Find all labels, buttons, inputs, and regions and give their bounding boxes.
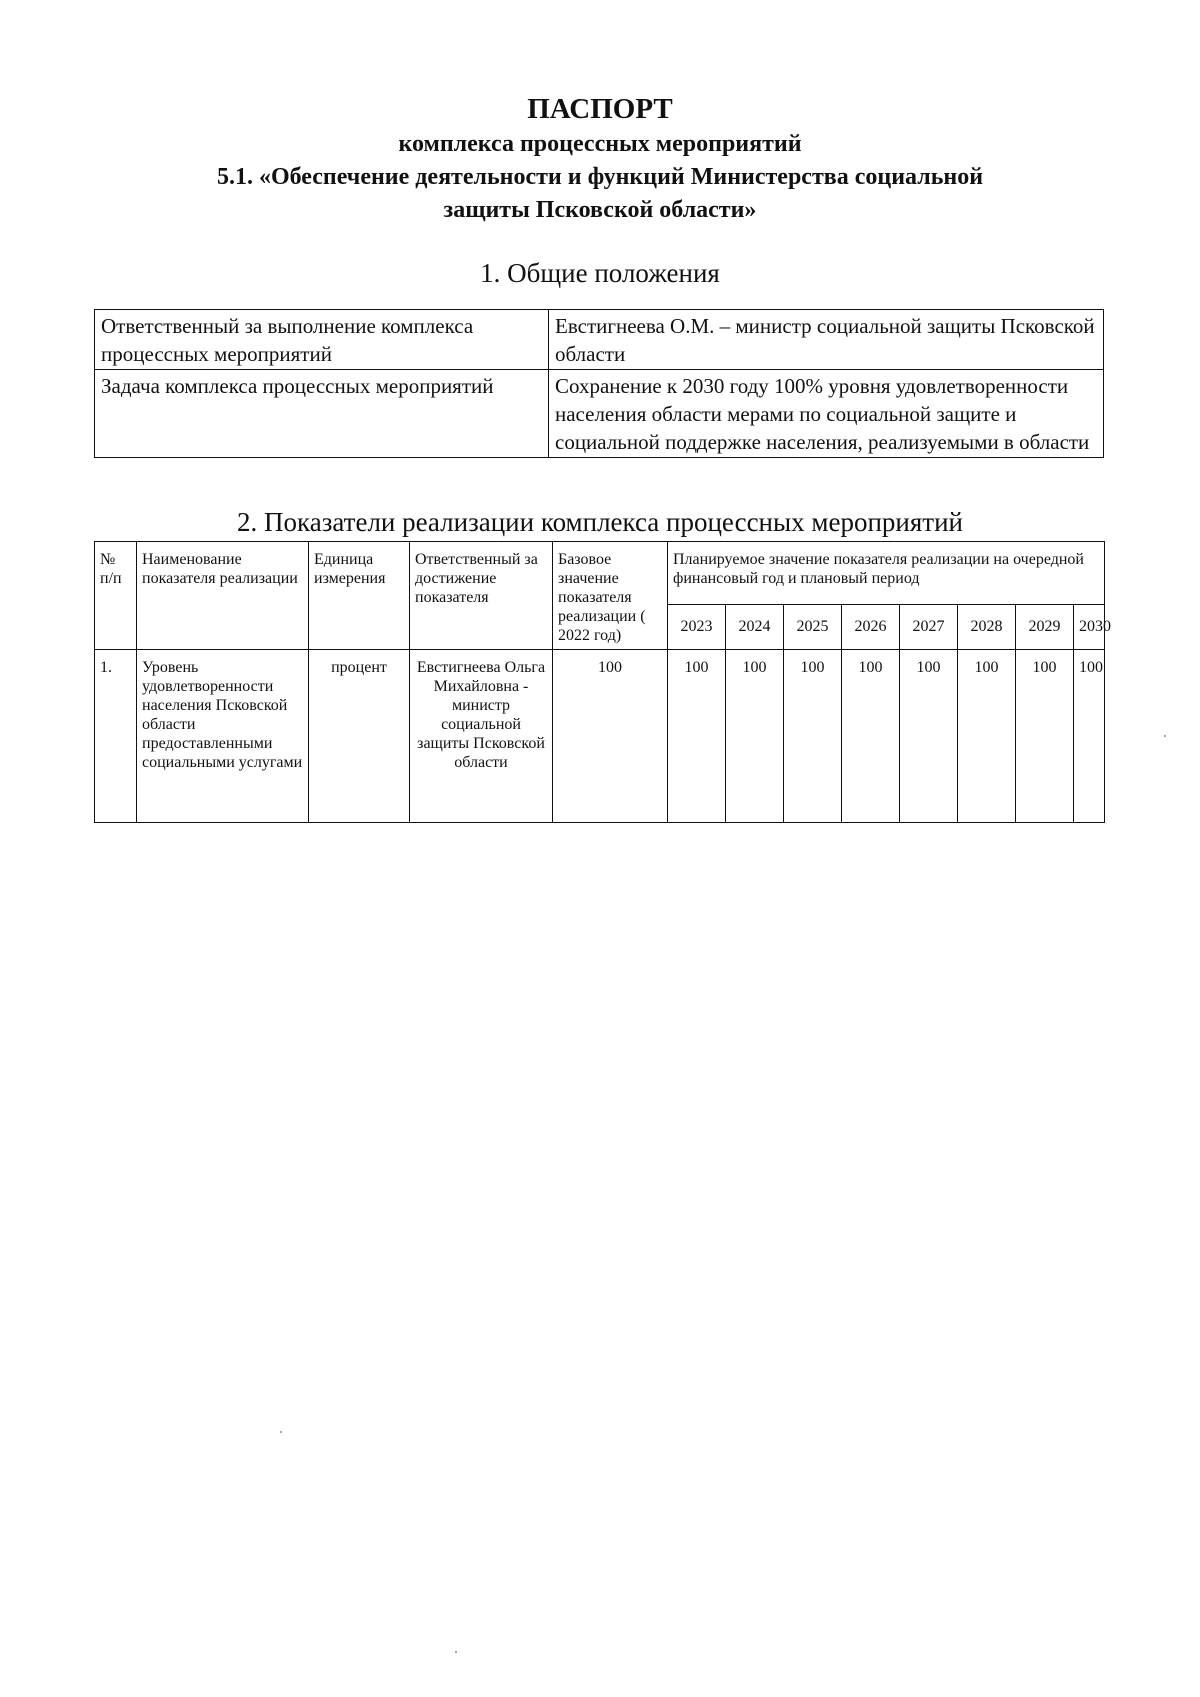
table-row bbox=[95, 310, 1104, 370]
header-planned: Планируемое значение показателя реализации на очередной финансовый год и плановый период bbox=[668, 542, 1105, 605]
row-name: Уровень удовлетворенности населения Псковской области предоставленными социальными услугами bbox=[137, 650, 309, 823]
header-name: Наименование показателя реализации bbox=[137, 542, 309, 650]
row-value-2029: 100 bbox=[1016, 650, 1074, 823]
header-base: Базовое значение показателя реализации ( 2022 год) bbox=[553, 542, 668, 650]
document-title bbox=[94, 90, 1106, 227]
row-value-2028: 100 bbox=[958, 650, 1016, 823]
row-value-2025: 100 bbox=[784, 650, 842, 823]
table-row bbox=[95, 370, 1104, 458]
row-value-2023: 100 bbox=[668, 650, 726, 823]
header-responsible: Ответственный за достижение показателя bbox=[410, 542, 553, 650]
header-unit: Единица измерения bbox=[309, 542, 410, 650]
title-program-line1: 5.1. «Обеспечение деятельности и функций Министерства социальной bbox=[216, 164, 984, 190]
row-value-2027: 100 bbox=[900, 650, 958, 823]
scan-speck bbox=[280, 1431, 282, 1433]
row-num: 1. bbox=[95, 650, 137, 823]
row-responsible: Евстигнеева Ольга Михайловна - министр социальной защиты Псковской области bbox=[410, 650, 553, 823]
row-value-2030: 100 bbox=[1074, 650, 1105, 823]
header-row bbox=[95, 542, 1105, 605]
section1-heading: 1. Общие положения bbox=[480, 258, 720, 288]
year-2023: 2023 bbox=[668, 605, 726, 650]
year-2028: 2028 bbox=[958, 605, 1016, 650]
title-passport: ПАСПОРТ bbox=[527, 93, 673, 125]
row-unit: процент bbox=[309, 650, 410, 823]
year-2029: 2029 bbox=[1016, 605, 1074, 650]
task-label: Задача комплекса процессных мероприятий bbox=[95, 370, 549, 458]
row-base: 100 bbox=[553, 650, 668, 823]
row-value-2024: 100 bbox=[726, 650, 784, 823]
year-2025: 2025 bbox=[784, 605, 842, 650]
title-program-line2: защиты Псковской области» bbox=[443, 197, 757, 223]
general-provisions-table bbox=[94, 309, 1104, 458]
indicators-table bbox=[94, 541, 1111, 823]
year-2030: 2030 bbox=[1074, 605, 1105, 650]
year-2027: 2027 bbox=[900, 605, 958, 650]
scan-speck bbox=[1164, 735, 1166, 737]
scan-speck bbox=[455, 1651, 457, 1653]
title-complex: комплекса процессных мероприятий bbox=[398, 131, 802, 157]
header-num: № п/п bbox=[95, 542, 137, 650]
year-2026: 2026 bbox=[842, 605, 900, 650]
table-row bbox=[95, 650, 1105, 823]
row-value-2026: 100 bbox=[842, 650, 900, 823]
task-value: Сохранение к 2030 году 100% уровня удовлетворенности населения области мерами по социальной защите и социальной поддержке населения, реализуемыми в области bbox=[549, 370, 1104, 458]
responsible-value: Евстигнеева О.М. – министр социальной защиты Псковской области bbox=[549, 310, 1104, 370]
year-2024: 2024 bbox=[726, 605, 784, 650]
responsible-label: Ответственный за выполнение комплекса процессных мероприятий bbox=[95, 310, 549, 370]
section2-heading: 2. Показатели реализации комплекса процессных мероприятий bbox=[237, 507, 963, 537]
